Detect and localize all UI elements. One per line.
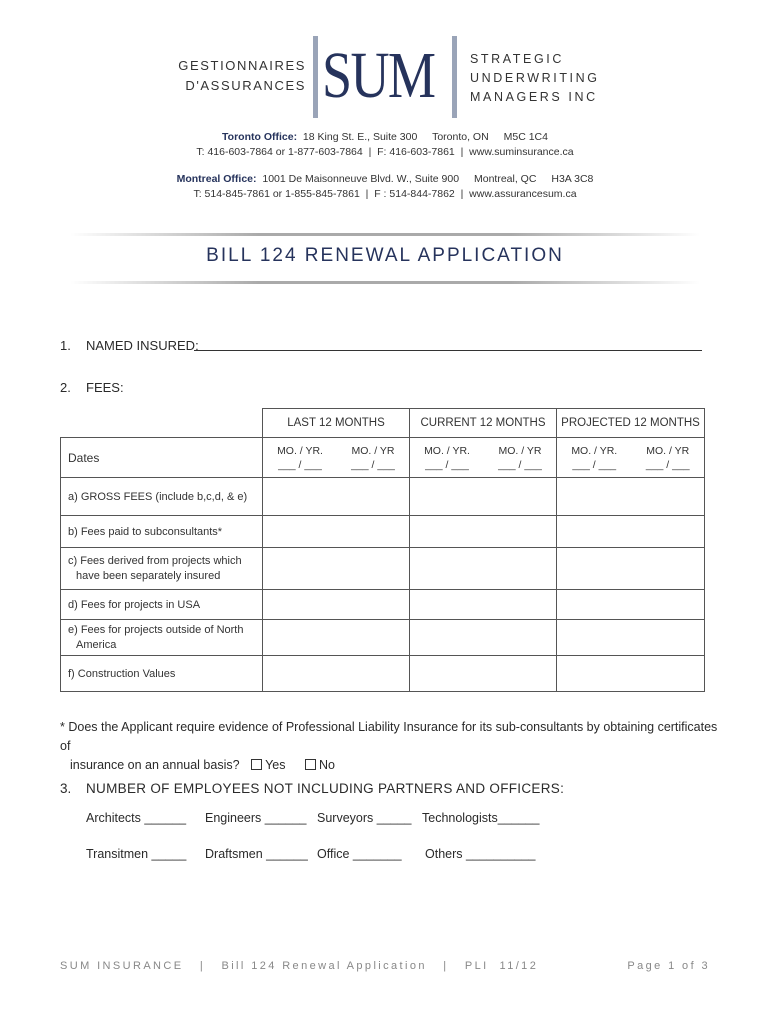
technologists-field[interactable]: Technologists______: [422, 811, 540, 825]
q3-label: NUMBER OF EMPLOYEES NOT INCLUDING PARTNERS AND OFFICERS:: [86, 781, 565, 796]
date-blank-field[interactable]: ___ / ___: [278, 458, 322, 471]
no-label: No: [318, 758, 335, 772]
table-row: [61, 590, 705, 620]
table-cell-input[interactable]: [263, 590, 410, 620]
table-cell-input[interactable]: [410, 590, 557, 620]
col-projected-12-months: PROJECTED 12 MONTHS: [557, 409, 705, 438]
montreal-street: 1001 De Maisonneuve Blvd. W., Suite 900: [262, 173, 460, 185]
toronto-address: [0, 130, 770, 145]
title-rule-top: [70, 233, 700, 236]
page-title: BILL 124 RENEWAL APPLICATION: [206, 245, 564, 266]
date-blank-field[interactable]: ___ / ___: [572, 458, 617, 471]
draftsmen-field[interactable]: Draftsmen ______: [205, 847, 308, 861]
logo-divider-right: [452, 36, 457, 118]
table-cell-input[interactable]: [263, 656, 410, 692]
table-cell-input[interactable]: [557, 656, 705, 692]
footer-left: SUM INSURANCE | Bill 124 Renewal Application | PLI 11/12: [60, 960, 539, 972]
toronto-contact: T: 416-603-7864 or 1-877-603-7864 | F: 416-603-7861 | www.suminsurance.ca: [196, 146, 574, 158]
col-last-12-months: LAST 12 MONTHS: [263, 409, 410, 438]
dates-projected: [557, 438, 705, 478]
mo-yr-label: MO. / YR: [646, 444, 690, 457]
mo-yr-label: MO. / YR: [498, 444, 542, 457]
table-row: [61, 516, 705, 548]
yes-checkbox[interactable]: [251, 759, 262, 770]
mo-yr-label: MO. / YR.: [571, 444, 618, 457]
engineers-field[interactable]: Engineers ______: [205, 811, 307, 825]
date-blank-field[interactable]: ___ / ___: [645, 458, 690, 471]
page-number: Page 1 of 3: [627, 960, 710, 972]
row-label-line: e) Fees for projects outside of North: [68, 623, 244, 636]
date-blank-field[interactable]: ___ / ___: [425, 458, 469, 471]
table-cell-input[interactable]: [410, 548, 557, 590]
row-separately-insured-label: [61, 548, 263, 590]
logo-sum: SUM: [322, 39, 435, 112]
table-cell-input[interactable]: [557, 478, 705, 516]
row-gross-fees-label: a) GROSS FEES (include b,c,d, & e): [61, 478, 263, 516]
montreal-address: [0, 172, 770, 187]
note-line1: * Does the Applicant require evidence of Professional Liability Insurance for its sub-consultants by obtaining certificates of: [60, 720, 718, 753]
toronto-city: Toronto, ON: [432, 131, 489, 143]
row-label-line: have been separately insured: [76, 569, 221, 582]
montreal-city: Montreal, QC: [474, 173, 537, 185]
title-rule-bottom: [70, 281, 700, 284]
table-cell-input[interactable]: [263, 478, 410, 516]
note-question: insurance on an annual basis?: [70, 758, 240, 772]
row-construction-label: f) Construction Values: [61, 656, 263, 692]
logo-left-text: [176, 56, 306, 96]
montreal-contact: T: 514-845-7861 or 1-855-845-7861 | F : 514-844-7862 | www.assurancesum.ca: [193, 188, 577, 200]
table-row: [61, 548, 705, 590]
dates-last: [263, 438, 410, 478]
subconsultant-note: [60, 718, 720, 775]
mo-yr-label: MO. / YR.: [424, 444, 470, 457]
no-checkbox[interactable]: [305, 759, 316, 770]
table-cell-input[interactable]: [410, 478, 557, 516]
table-row: [61, 620, 705, 656]
row-outside-na-label: [61, 620, 263, 656]
logo-left-line1: GESTIONNAIRES: [178, 58, 306, 73]
logo-left-line2: D'ASSURANCES: [185, 78, 306, 93]
page-footer: [60, 960, 710, 972]
note-line2: [60, 756, 720, 775]
table-cell-input[interactable]: [263, 620, 410, 656]
table-row: [61, 656, 705, 692]
col-current-12-months: CURRENT 12 MONTHS: [410, 409, 557, 438]
montreal-label: Montreal Office:: [176, 173, 257, 185]
toronto-street: 18 King St. E., Suite 300: [302, 131, 418, 143]
architects-field[interactable]: Architects ______: [86, 811, 187, 825]
row-label-line: America: [76, 638, 117, 651]
named-insured-field[interactable]: [194, 339, 702, 351]
office-field[interactable]: Office _______: [317, 847, 402, 861]
logo-right-line2: UNDERWRITING: [470, 71, 600, 85]
fees-table: [60, 408, 705, 692]
surveyors-field[interactable]: Surveyors _____: [317, 811, 412, 825]
mo-yr-label: MO. / YR: [351, 444, 395, 457]
q1-number: 1.: [60, 338, 71, 353]
table-cell-input[interactable]: [557, 590, 705, 620]
row-subconsultants-label: b) Fees paid to subconsultants*: [61, 516, 263, 548]
logo-divider-left: [313, 36, 318, 118]
table-cell-input[interactable]: [410, 620, 557, 656]
toronto-postal: M5C 1C4: [503, 131, 548, 143]
table-row-dates: [61, 438, 705, 478]
logo-right-text: [470, 50, 600, 107]
table-cell-input[interactable]: [410, 516, 557, 548]
yes-label: Yes: [265, 758, 286, 772]
date-blank-field[interactable]: ___ / ___: [351, 458, 395, 471]
mo-yr-label: MO. / YR.: [277, 444, 323, 457]
q2-number: 2.: [60, 380, 71, 395]
date-blank-field[interactable]: ___ / ___: [498, 458, 542, 471]
row-usa-label: d) Fees for projects in USA: [61, 590, 263, 620]
dates-current: [410, 438, 557, 478]
logo-right-line1: STRATEGIC: [470, 52, 565, 66]
table-cell-input[interactable]: [557, 516, 705, 548]
table-header-row: [61, 409, 705, 438]
q1-label: NAMED INSURED:: [86, 338, 199, 353]
q2-label: FEES:: [86, 380, 124, 395]
toronto-label: Toronto Office:: [222, 131, 298, 143]
table-row: [61, 478, 705, 516]
montreal-postal: H3A 3C8: [551, 173, 594, 185]
others-field[interactable]: Others __________: [425, 847, 536, 861]
table-cell-input[interactable]: [557, 548, 705, 590]
table-cell-input[interactable]: [410, 656, 557, 692]
dates-label: Dates: [61, 438, 263, 478]
table-cell-input[interactable]: [263, 516, 410, 548]
row-label-line: c) Fees derived from projects which: [68, 554, 242, 567]
table-cell-input[interactable]: [557, 620, 705, 656]
q3-number: 3.: [60, 781, 72, 796]
table-cell-input[interactable]: [263, 548, 410, 590]
transitmen-field[interactable]: Transitmen _____: [86, 847, 187, 861]
logo-right-line3: MANAGERS INC: [470, 90, 598, 104]
